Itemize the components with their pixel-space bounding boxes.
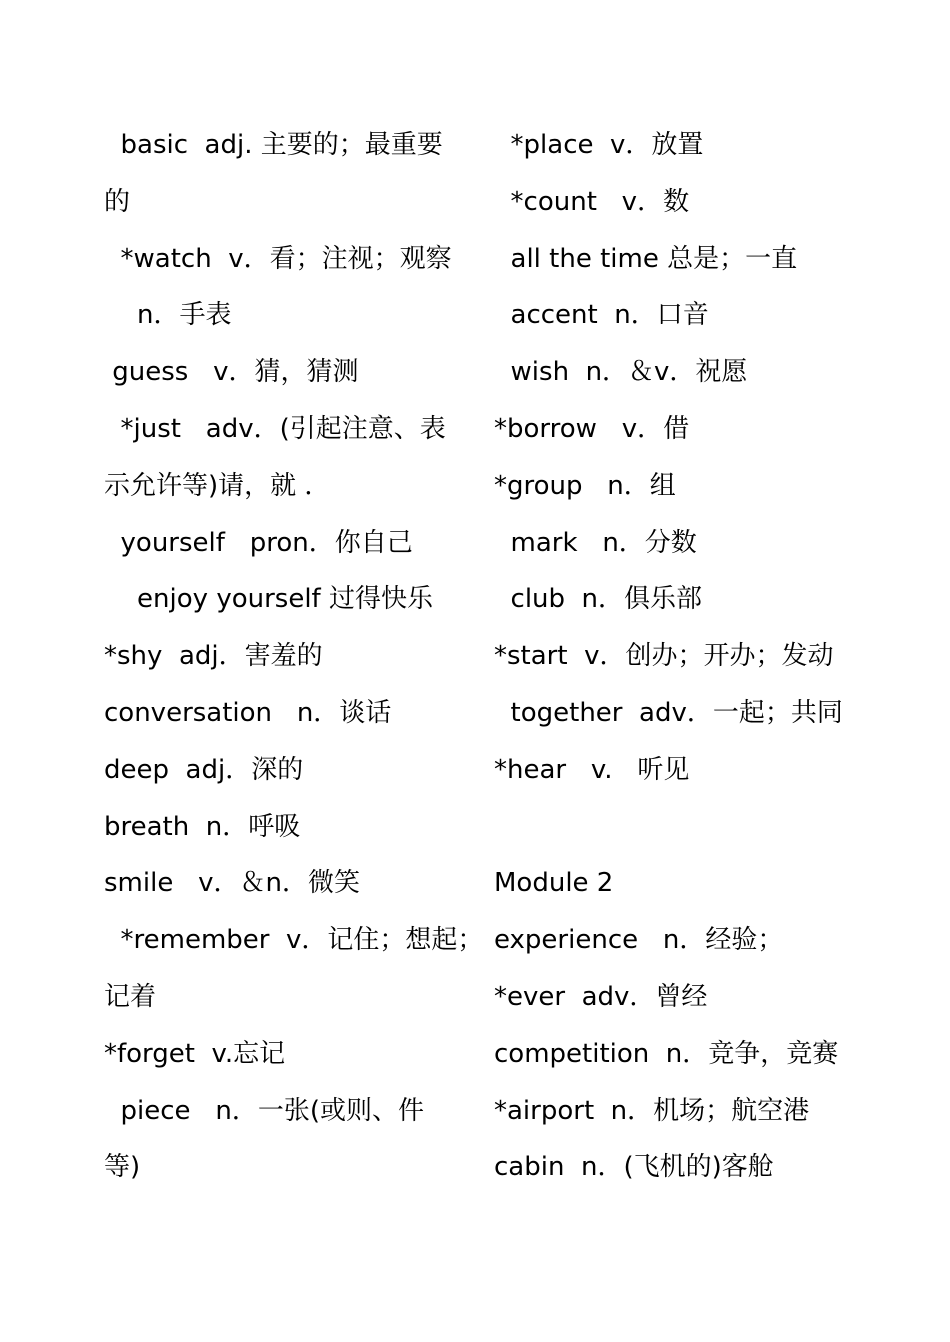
vocab-line: *watch v．看；注视；观察 [104,243,452,274]
vocab-line: all the time 总是；一直 [494,243,798,274]
right-vocabulary-column [494,117,874,1196]
vocab-line: guess v．猜，猜测 [104,357,359,388]
vocab-line: *count v．数 [494,186,690,217]
vocab-line: *shy adj．害羞的 [104,641,323,672]
vocab-line: basic adj. 主要的；最重要 [104,130,443,160]
module-heading: Module 2 [494,868,614,899]
blank-line [494,799,874,856]
vocab-line: club n．俱乐部 [494,584,703,615]
vocab-line: 记着 [104,981,157,1012]
vocab-line: piece n．一张(或则、件 [104,1095,424,1126]
vocab-line: 示允许等)请，就 ． [104,470,331,501]
vocab-line: *remember v．记住；想起； [104,925,484,956]
vocab-line: deep adj．深的 [104,754,304,785]
vocab-line: *group n．组 [494,470,676,501]
vocab-line: smile v．＆n．微笑 [104,868,360,899]
vocab-line: *just adv．(引起注意、表 [104,413,446,444]
vocab-line: *ever adv．曾经 [494,981,708,1012]
vocab-line: *hear v. 听见 [494,754,690,785]
vocab-line: experience n．经验； [494,925,784,956]
vocab-line: wish n．＆v．祝愿 [494,357,748,388]
vocab-line: 的 [104,186,131,217]
vocab-line: n．手表 [104,300,232,331]
vocab-line: mark n．分数 [494,527,697,558]
vocab-line: *start v．创办；开办；发动 [494,641,834,672]
vocab-line: *place v．放置 [494,130,704,160]
vocab-line: accent n．口音 [494,300,709,331]
vocab-line: enjoy yourself 过得快乐 [104,584,433,615]
vocab-line: cabin n．(飞机的)客舱 [494,1152,774,1183]
vocab-line: together adv．一起；共同 [494,697,843,728]
vocab-line: *airport n．机场；航空港 [494,1095,810,1126]
vocab-line: *borrow v．借 [494,413,690,444]
vocab-line: competition n．竞争，竞赛 [494,1038,839,1069]
left-vocabulary-column [104,117,484,1196]
vocab-line: *forget v.忘记 [104,1038,286,1069]
vocab-line: yourself pron．你自己 [104,527,413,558]
vocab-line: 等) [104,1152,141,1183]
vocab-line: conversation n．谈话 [104,697,392,728]
vocab-line: breath n．呼吸 [104,811,301,842]
